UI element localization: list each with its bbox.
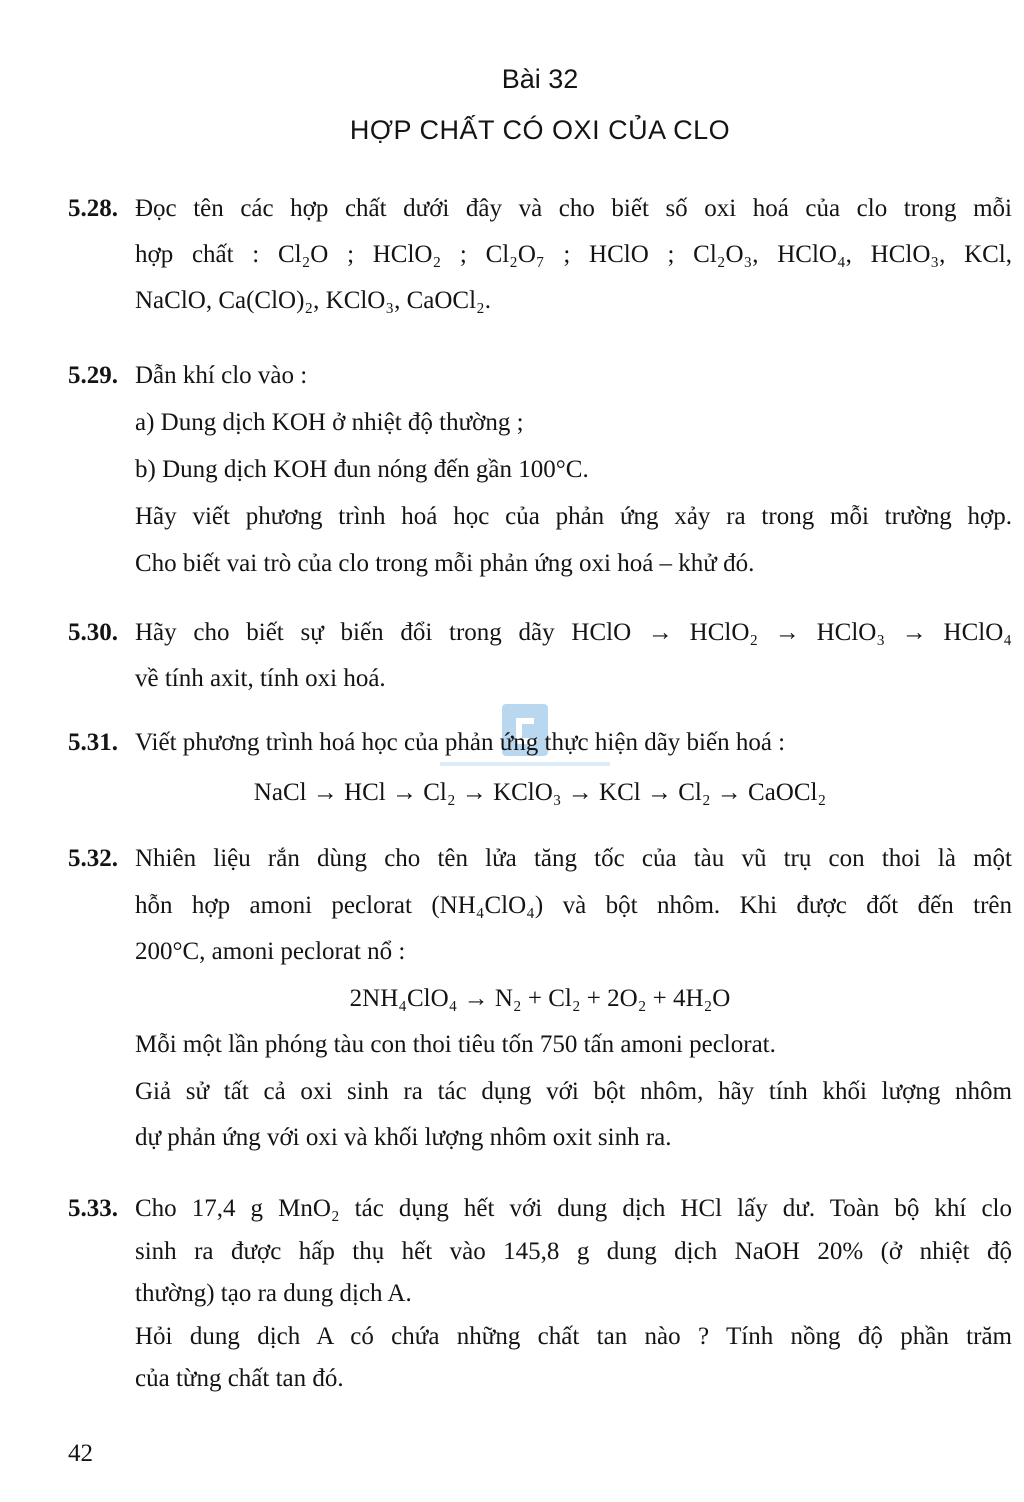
exercise-line: Cho 17,4 g MnO₂ tác dụng hết với dung dịch HCl lấy dư. Toàn bộ khí clo [135, 1195, 1012, 1222]
exercise-line: Đọc tên các hợp chất dưới đây và cho biết số oxi hoá của clo trong mỗi [135, 195, 1012, 222]
exercise-line: Dẫn khí clo vào : [135, 362, 308, 389]
exercise-line: NaClO, Ca(ClO)₂, KClO₃, CaOCl₂. [135, 287, 491, 314]
exercise-line: Hãy viết phương trình hoá học của phản ứng xảy ra trong mỗi trường hợp. [135, 503, 1012, 530]
exercise-line: Viết phương trình hoá học của phản ứng thực hiện dãy biến hoá : [135, 729, 786, 756]
exercise-5-29 [68, 352, 1012, 587]
exercise-line: thường) tạo ra dung dịch A. [135, 1280, 412, 1307]
exercise-line: Hãy cho biết sự biến đổi trong dãy HClO → HClO₂ → HClO₃ → HClO₄ [135, 619, 1012, 646]
exercise-number: 5.30. [68, 619, 118, 646]
reaction-equation: 2NH₄ClO₄ → N₂ + Cl₂ + 2O₂ + 4H₂O [349, 984, 731, 1012]
exercise-line: b) Dung dịch KOH đun nóng đến gần 100°C. [135, 456, 589, 483]
reaction-chain: NaCl → HCl → Cl₂ → KClO₃ → KCl → Cl₂ → CaOCl₂ [253, 779, 827, 806]
exercise-line: hỗn hợp amoni peclorat (NH₄ClO₄) và bột nhôm. Khi được đốt đến trên [135, 891, 1012, 919]
exercise-number: 5.31. [68, 729, 118, 756]
exercise-line: sinh ra được hấp thụ hết vào 145,8 g dung dịch NaOH 20% (ở nhiệt độ [135, 1237, 1012, 1265]
page-number: 42 [68, 1440, 93, 1467]
lesson-number: Bài 32 [501, 64, 579, 94]
exercise-number: 5.33. [68, 1195, 118, 1222]
exercise-line: Nhiên liệu rắn dùng cho tên lửa tăng tốc của tàu vũ trụ con thoi là một [135, 845, 1012, 872]
exercise-line: Giả sử tất cả oxi sinh ra tác dụng với bột nhôm, hãy tính khối lượng nhôm [135, 1077, 1012, 1105]
exercise-line: Hỏi dung dịch A có chứa những chất tan nào ? Tính nồng độ phần trăm [135, 1322, 1012, 1350]
exercise-5-30 [68, 610, 1012, 702]
exercise-number: 5.28. [68, 195, 118, 222]
exercise-line: của từng chất tan đó. [135, 1365, 344, 1392]
exercise-line: a) Dung dịch KOH ở nhiệt độ thường ; [135, 409, 524, 436]
exercise-number: 5.32. [68, 845, 118, 872]
lesson-title: HỢP CHẤT CÓ OXI CỦA CLO [349, 115, 731, 145]
exercise-line: Cho biết vai trò của clo trong mỗi phản ứng oxi hoá – khử đó. [135, 550, 755, 577]
exercise-5-32 [68, 836, 1012, 1162]
exercise-5-28 [68, 186, 1012, 324]
exercise-line: Mỗi một lần phóng tàu con thoi tiêu tốn 750 tấn amoni peclorat. [135, 1031, 776, 1058]
exercise-number: 5.29. [68, 362, 118, 389]
exercise-line: 200°C, amoni peclorat nổ : [135, 938, 406, 965]
exercise-5-33 [68, 1188, 1012, 1401]
exercise-line: hợp chất : Cl₂O ; HClO₂ ; Cl₂O₇ ; HClO ; Cl₂O₃, HClO₄, HClO₃, KCl, [135, 241, 1012, 268]
exercise-5-31 [68, 718, 1012, 818]
exercise-line: dự phản ứng với oxi và khối lượng nhôm oxit sinh ra. [135, 1124, 672, 1151]
exercise-line: về tính axit, tính oxi hoá. [135, 665, 386, 692]
